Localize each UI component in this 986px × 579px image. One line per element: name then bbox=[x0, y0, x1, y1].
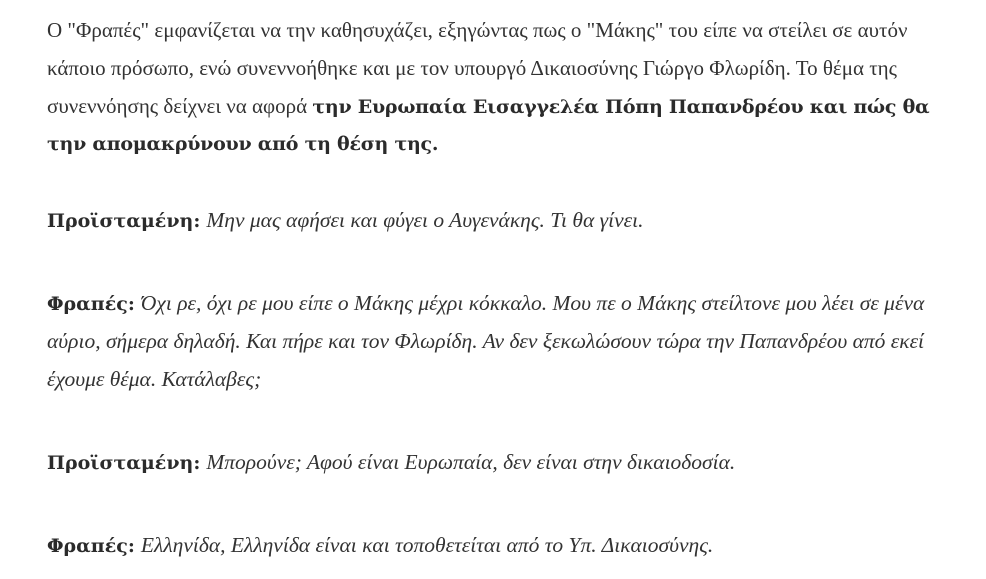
speaker-label: Προϊσταμένη: bbox=[47, 452, 201, 474]
speaker-label: Φραπές: bbox=[47, 535, 135, 557]
dialogue-line bbox=[47, 202, 967, 240]
intro-bold-text: την Ευρωπαία Εισαγγελέα Πόπη Παπανδρέου και πώς θα την απομακρύνουν από τη θέση της. bbox=[47, 96, 930, 155]
dialogue-line bbox=[47, 444, 967, 482]
speaker-label: Φραπές: bbox=[47, 293, 135, 315]
intro-text: Ο "Φραπές" εμφανίζεται να την καθησυχάζει, εξηγώντας πως ο "Μάκης" του είπε να στείλει σε αυτόν κάποιο πρόσωπο, ενώ συνεννοήθηκε και με τον υπουργό Δικαιοσύνης Γιώργο Φλωρίδη. Το θέμα της συνεννόησης δείχνει να αφορά bbox=[47, 18, 908, 118]
article-body bbox=[47, 12, 967, 565]
intro-paragraph bbox=[47, 12, 967, 163]
quote-text: Ελληνίδα, Ελληνίδα είναι και τοποθετείται από το Υπ. Δικαιοσύνης. bbox=[140, 533, 714, 557]
dialogue-line bbox=[47, 527, 967, 565]
quote-text: Όχι ρε, όχι ρε μου είπε ο Μάκης μέχρι κόκκαλο. Μου πε ο Μάκης στείλτονε μου λέει σε μένα αύριο, σήμερα δηλαδή. Και πήρε και τον Φλωρίδη. Αν δεν ξεκωλώσουν τώρα την Παπανδρέου από εκεί έχουμε θέμα. Κατάλαβες; bbox=[47, 291, 925, 391]
quote-text: Μπορούνε; Αφού είναι Ευρωπαία, δεν είναι στην δικαιοδοσία. bbox=[206, 450, 736, 474]
quote-text: Μην μας αφήσει και φύγει ο Αυγενάκης. Τι θα γίνει. bbox=[206, 208, 644, 232]
dialogue-line bbox=[47, 285, 967, 399]
speaker-label: Προϊσταμένη: bbox=[47, 210, 201, 232]
